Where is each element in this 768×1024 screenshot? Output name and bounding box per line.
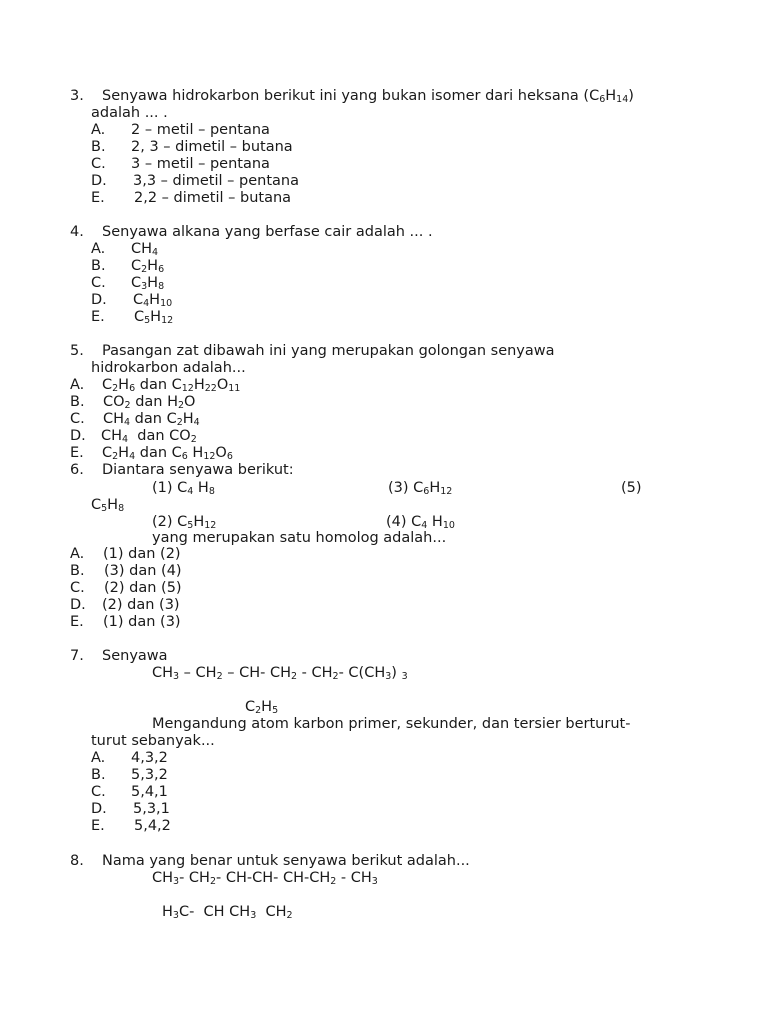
q8-number: 8. xyxy=(70,853,84,869)
q7-option-letter: A. xyxy=(91,750,106,766)
q6-option-letter: E. xyxy=(70,614,84,630)
q4-option-formula: $CH_4$ xyxy=(131,241,159,258)
q6-compound-5-number: (5) xyxy=(621,480,642,496)
q7-option-letter: E. xyxy=(91,818,105,834)
q4-option-formula: $C_3H_8$ xyxy=(131,275,165,292)
q6-option-letter: A. xyxy=(70,546,85,562)
q5-option-formula: $CH_4$ dan $CO_2$ xyxy=(101,428,197,445)
q3-option-letter: A. xyxy=(91,122,106,138)
q5-option-letter: A. xyxy=(70,377,85,393)
q4-option-formula: $C_4H_{10}$ xyxy=(133,292,173,309)
q6-compound-3: (3) $C_6H_{12}$ xyxy=(388,480,453,497)
q5-number: 5. xyxy=(70,343,84,359)
q6-option-letter: D. xyxy=(70,597,86,613)
q5-option-letter: C. xyxy=(70,411,85,427)
q7-option-text: 5,4,2 xyxy=(134,818,171,834)
q6-option-text: (2) dan (5) xyxy=(104,580,182,596)
q7-option-text: 5,3,1 xyxy=(133,801,170,817)
q6-option-letter: B. xyxy=(70,563,85,579)
q3-stem-line2: adalah ... . xyxy=(91,105,168,121)
q5-option-formula: $C_2H_6$ dan $C_{12}H_{22}O_{11}$ xyxy=(102,377,241,394)
q5-option-letter: B. xyxy=(70,394,85,410)
q4-option-letter: E. xyxy=(91,309,105,325)
q7-branch: $C_2H_5$ xyxy=(245,699,279,716)
q5-stem-line2: hidrokarbon adalah... xyxy=(91,360,246,376)
q3-option-text: 3 – metil – pentana xyxy=(131,156,270,172)
q6-compound-1: (1) $C_4$ $H_8$ xyxy=(152,480,215,497)
q6-option-letter: C. xyxy=(70,580,85,596)
q3-option-letter: B. xyxy=(91,139,106,155)
q7-option-text: 4,3,2 xyxy=(131,750,168,766)
q6-compound-2: (2) $C_5H_{12}$ xyxy=(152,514,217,531)
q3-option-letter: C. xyxy=(91,156,106,172)
q8-stem: Nama yang benar untuk senyawa berikut adalah... xyxy=(102,853,470,869)
q7-option-text: 5,4,1 xyxy=(131,784,168,800)
q7-stem: Senyawa xyxy=(102,648,168,664)
q6-compound-5: $C_5H_8$ xyxy=(91,497,125,514)
q4-option-letter: B. xyxy=(91,258,106,274)
q5-option-formula: $CO_2$ dan $H_2O$ xyxy=(103,394,196,411)
q6-number: 6. xyxy=(70,462,84,478)
q3-number: 3. xyxy=(70,88,84,104)
q4-number: 4. xyxy=(70,224,84,240)
q7-number: 7. xyxy=(70,648,84,664)
q7-option-letter: C. xyxy=(91,784,106,800)
q3-option-letter: E. xyxy=(91,190,105,206)
q6-option-text: (1) dan (3) xyxy=(103,614,181,630)
q5-option-letter: D. xyxy=(70,428,86,444)
q5-option-formula: $C_2H_4$ dan $C_6$ $H_{12}O_6$ xyxy=(102,445,233,462)
q4-stem: Senyawa alkana yang berfase cair adalah ... . xyxy=(102,224,433,240)
q4-option-formula: $C_5H_{12}$ xyxy=(134,309,174,326)
q7-formula: $CH_3 - CH_2 - CH-$ $CH_2 - CH_2-$ $C(CH_3)$ $_3$ xyxy=(152,665,408,682)
q7-option-text: 5,3,2 xyxy=(131,767,168,783)
q3-option-text: 2 – metil – pentana xyxy=(131,122,270,138)
q4-option-formula: $C_2H_6$ xyxy=(131,258,165,275)
q4-option-letter: C. xyxy=(91,275,106,291)
q7-text-line2: turut sebanyak... xyxy=(91,733,215,749)
q8-branches: $H_3C-$ CH $CH_3$ $CH_2$ xyxy=(162,904,293,921)
q6-option-text: (1) dan (2) xyxy=(103,546,181,562)
q6-option-text: (3) dan (4) xyxy=(104,563,182,579)
q7-text-line1: Mengandung atom karbon primer, sekunder, dan tersier berturut- xyxy=(152,716,631,732)
q5-option-formula: $CH_4$ dan $C_2H_4$ xyxy=(103,411,200,428)
q8-formula: $CH_3-$ $CH_2-$ CH-CH- $CH-CH_2 - CH_3$ xyxy=(152,870,378,887)
q5-option-letter: E. xyxy=(70,445,84,461)
q6-compound-4: (4) $C_4$ $H_{10}$ xyxy=(386,514,455,531)
q3-option-text: 2, 3 – dimetil – butana xyxy=(131,139,293,155)
q6-question: yang merupakan satu homolog adalah... xyxy=(152,530,447,546)
q3-stem: Senyawa hidrokarbon berikut ini yang bukan isomer dari heksana $(C_6H_{14})$ xyxy=(102,88,634,105)
q6-option-text: (2) dan (3) xyxy=(102,597,180,613)
q3-option-text: 3,3 – dimetil – pentana xyxy=(133,173,299,189)
q7-option-letter: D. xyxy=(91,801,107,817)
q7-option-letter: B. xyxy=(91,767,106,783)
q4-option-letter: A. xyxy=(91,241,106,257)
q4-option-letter: D. xyxy=(91,292,107,308)
q6-stem: Diantara senyawa berikut: xyxy=(102,462,294,478)
q5-stem-line1: Pasangan zat dibawah ini yang merupakan golongan senyawa xyxy=(102,343,555,359)
q3-option-letter: D. xyxy=(91,173,107,189)
q3-option-text: 2,2 – dimetil – butana xyxy=(134,190,292,206)
